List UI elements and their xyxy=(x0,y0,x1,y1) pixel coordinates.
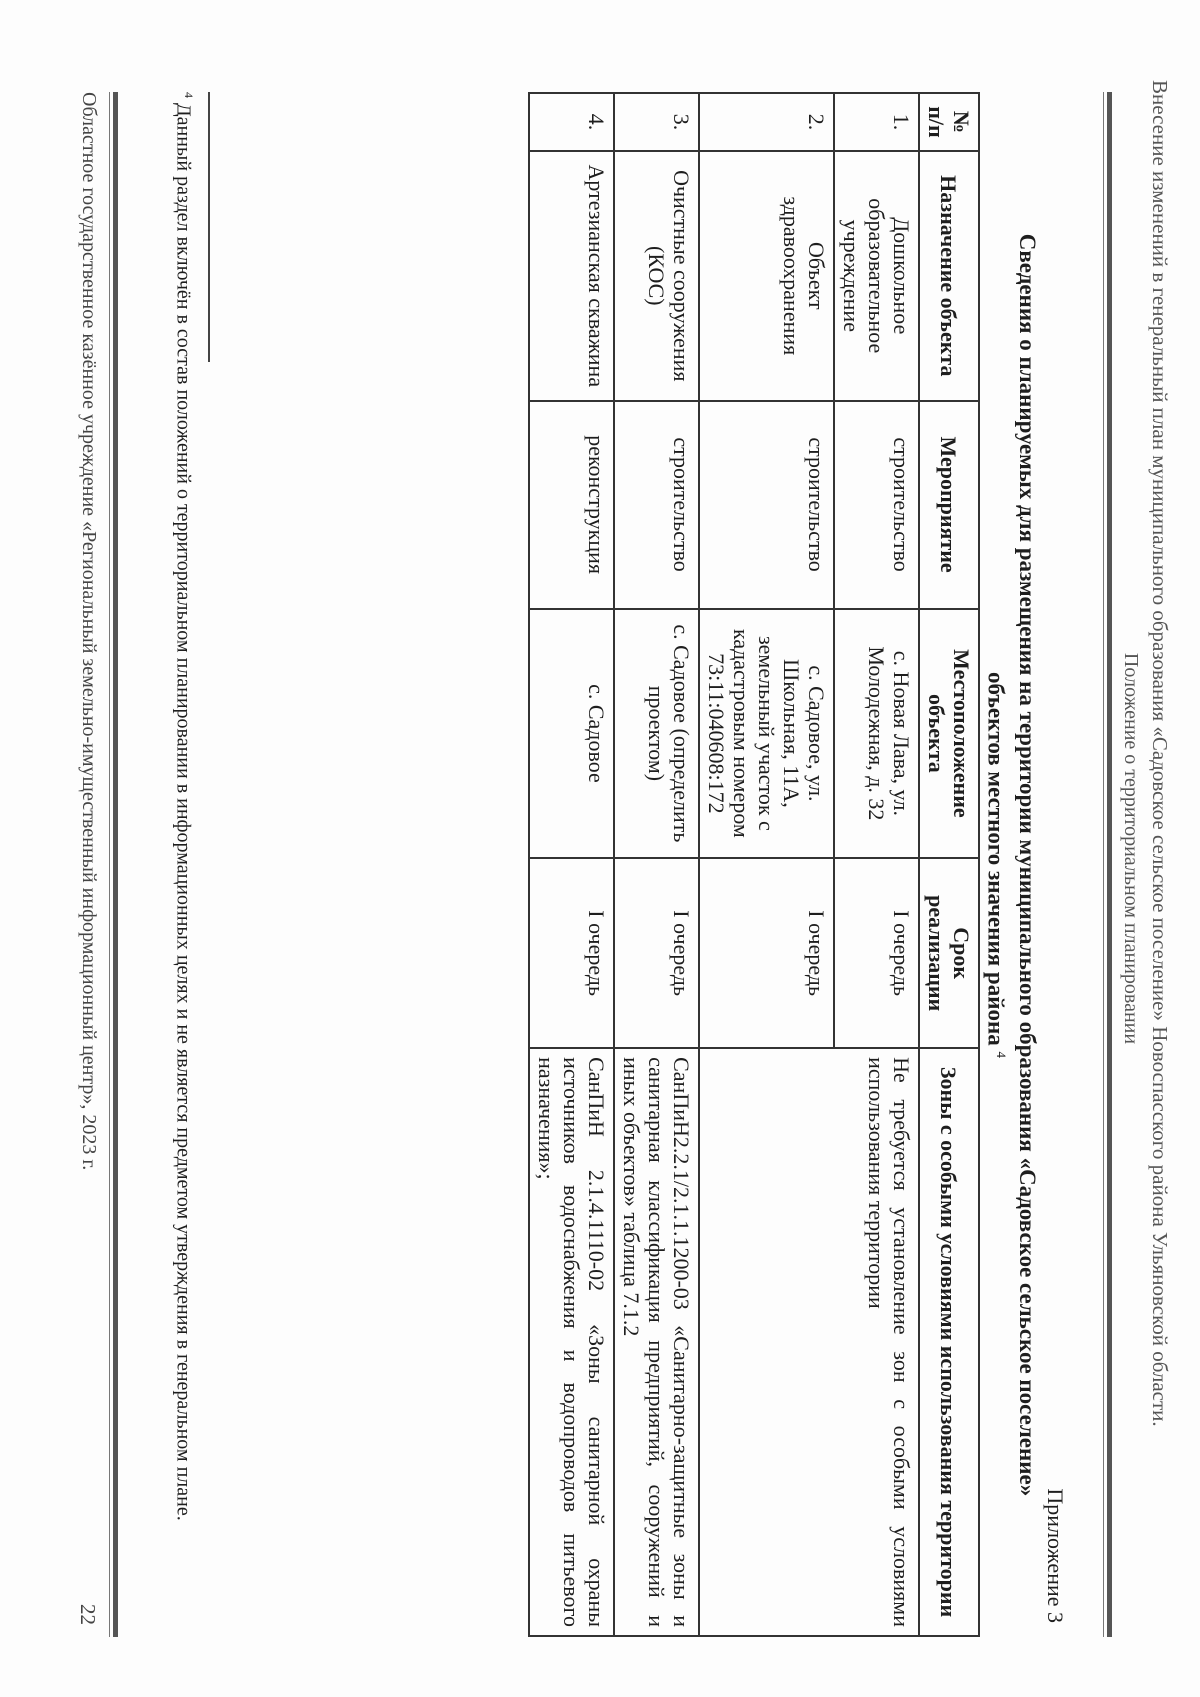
cell-term: I очередь xyxy=(529,858,614,1048)
cell-action: строительство xyxy=(834,401,919,609)
cell-purpose: Объект здравоохранения xyxy=(699,151,834,401)
header-purpose: Назначение объекта xyxy=(919,151,979,401)
header-zones: Зоны с особыми условиями использования территории xyxy=(919,1048,979,1636)
cell-location: с. Новая Лава, ул. Молодежная, д. 32 xyxy=(834,609,919,859)
cell-action: строительство xyxy=(614,401,699,609)
cell-num: 1. xyxy=(834,93,919,151)
document-title xyxy=(982,120,1040,1610)
footnote-mark: 4 xyxy=(182,92,196,98)
cell-term: I очередь xyxy=(614,858,699,1048)
cell-term: I очередь xyxy=(699,858,834,1048)
cell-zones: СанПиН2.2.1/2.1.1.1200-03 «Санитарно-защитные зоны и санитарная классификация предприятий, сооружений и иных объектов» таблица 7.1.2 xyxy=(614,1048,699,1636)
footer-rule-thick xyxy=(113,92,118,1637)
header-num: № п/п xyxy=(919,93,979,151)
footnote-divider xyxy=(208,92,210,362)
title-line-2: объектов местного значения района $^4$ xyxy=(983,672,1009,1058)
footnote xyxy=(171,92,200,1637)
cell-location: с. Садовое, ул. Школьная, 11А, земельный участок с кадастровым номером 73:11:040608:172 xyxy=(699,609,834,859)
cell-num: 2. xyxy=(699,93,834,151)
page-number: 22 xyxy=(76,1604,100,1625)
cell-purpose: Артезианская скважина xyxy=(529,151,614,401)
cell-num: 3. xyxy=(614,93,699,151)
title-line-1: Сведения о планируемых для размещения на территории муниципального образования «Садовское сельское поселение» xyxy=(1015,233,1040,1497)
objects-table xyxy=(528,92,980,1637)
footer-organization: Областное государственное казённое учреждение «Региональный земельно-имущественный информационный центр», 2023 г. xyxy=(78,92,100,1171)
cell-purpose: Очистные сооружения (КОС) xyxy=(614,151,699,401)
cell-location: с. Садовое xyxy=(529,609,614,859)
header-action: Мероприятие xyxy=(919,401,979,609)
header-subtitle: Положение о территориальном планировании xyxy=(1120,652,1142,1045)
cell-action: реконструкция xyxy=(529,401,614,609)
cell-location: с. Садовое (определить проектом) xyxy=(614,609,699,859)
header-title: Внесение изменений в генеральный план муниципального образования «Садовское сельское поселение» Новоспасского района Ульяновской области. xyxy=(1148,80,1172,1427)
header-location: Местоположение объекта xyxy=(919,609,979,859)
header-term: Срок реализации xyxy=(919,858,979,1048)
footnote-ref: 4 xyxy=(994,1051,1009,1058)
header-rule-thick xyxy=(1107,92,1112,1637)
table-row xyxy=(834,93,919,1636)
footnote-text: Данный раздел включён в состав положений о территориальном планировании в информационных целях и не является предметом утверждения в генеральном плане. xyxy=(172,103,195,1521)
cell-term: I очередь xyxy=(834,858,919,1048)
cell-num: 4. xyxy=(529,93,614,151)
cell-action: строительство xyxy=(699,401,834,609)
cell-zones: СанПиН 2.1.4.1110-02 «Зоны санитарной охраны источников водоснабжения и водопроводов питьевого назначения»; xyxy=(529,1048,614,1636)
table-row xyxy=(529,93,614,1636)
table-row xyxy=(614,93,699,1636)
cell-purpose: Дошкольное образовательное учреждение xyxy=(834,151,919,401)
table-header-row xyxy=(919,93,979,1636)
footer-rule-thin xyxy=(109,92,110,1637)
header-rule-thin xyxy=(1103,92,1104,1637)
cell-zones: Не требуется установление зон с особыми условиями использования территории xyxy=(699,1048,919,1636)
appendix-label: Приложение 3 xyxy=(1043,1488,1068,1623)
